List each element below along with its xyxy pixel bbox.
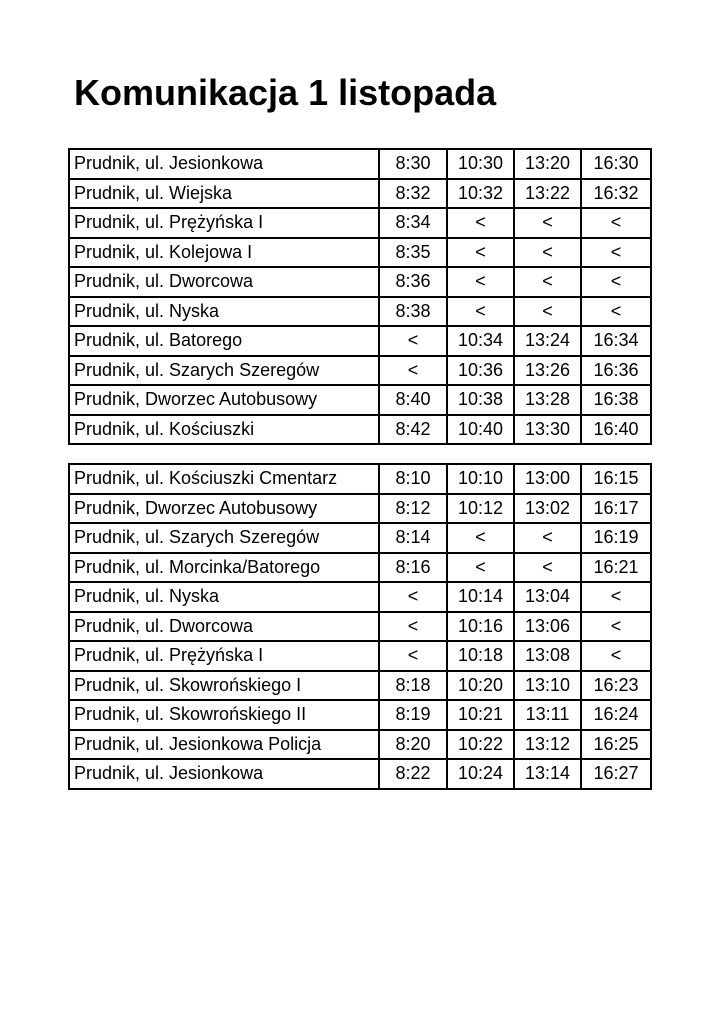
departure-time: 13:24 — [514, 326, 581, 356]
departure-time: 10:22 — [447, 730, 514, 760]
timetable-row — [69, 523, 651, 553]
timetable-row — [69, 553, 651, 583]
departure-time: 10:10 — [447, 464, 514, 494]
stop-name: Prudnik, ul. Prężyńska I — [69, 208, 379, 238]
departure-time: 13:08 — [514, 641, 581, 671]
departure-time: < — [447, 553, 514, 583]
timetable-row — [69, 494, 651, 524]
departure-time: 16:19 — [581, 523, 651, 553]
timetable-row — [69, 641, 651, 671]
departure-time: 10:18 — [447, 641, 514, 671]
departure-time: 8:42 — [379, 415, 447, 445]
departure-time: 13:10 — [514, 671, 581, 701]
stop-name: Prudnik, Dworzec Autobusowy — [69, 494, 379, 524]
departure-time: < — [581, 641, 651, 671]
timetable-row — [69, 612, 651, 642]
departure-time: < — [514, 553, 581, 583]
departure-time: 13:04 — [514, 582, 581, 612]
stop-name: Prudnik, ul. Prężyńska I — [69, 641, 379, 671]
departure-time: 8:14 — [379, 523, 447, 553]
departure-time: 13:22 — [514, 179, 581, 209]
departure-time: < — [581, 582, 651, 612]
timetable-row — [69, 326, 651, 356]
departure-time: 8:36 — [379, 267, 447, 297]
stop-name: Prudnik, ul. Kościuszki — [69, 415, 379, 445]
departure-time: 10:14 — [447, 582, 514, 612]
departure-time: 16:36 — [581, 356, 651, 386]
departure-time: 13:02 — [514, 494, 581, 524]
departure-time: 8:16 — [379, 553, 447, 583]
departure-time: < — [581, 612, 651, 642]
departure-time: 8:18 — [379, 671, 447, 701]
timetable-outbound — [68, 148, 652, 445]
departure-time: 10:21 — [447, 700, 514, 730]
departure-time: 13:00 — [514, 464, 581, 494]
timetable-row — [69, 700, 651, 730]
departure-time: < — [581, 208, 651, 238]
stop-name: Prudnik, ul. Szarych Szeregów — [69, 356, 379, 386]
departure-time: 10:40 — [447, 415, 514, 445]
departure-time: 8:35 — [379, 238, 447, 268]
departure-time: 10:38 — [447, 385, 514, 415]
departure-time: 13:20 — [514, 149, 581, 179]
departure-time: 10:24 — [447, 759, 514, 789]
timetable-row — [69, 464, 651, 494]
stop-name: Prudnik, ul. Szarych Szeregów — [69, 523, 379, 553]
departure-time: 8:12 — [379, 494, 447, 524]
departure-time: 16:25 — [581, 730, 651, 760]
departure-time: 8:10 — [379, 464, 447, 494]
departure-time: < — [581, 267, 651, 297]
departure-time: 13:14 — [514, 759, 581, 789]
departure-time: 16:40 — [581, 415, 651, 445]
stop-name: Prudnik, ul. Jesionkowa Policja — [69, 730, 379, 760]
departure-time: 10:20 — [447, 671, 514, 701]
departure-time: 16:32 — [581, 179, 651, 209]
departure-time: 16:17 — [581, 494, 651, 524]
timetable-row — [69, 356, 651, 386]
departure-time: 16:21 — [581, 553, 651, 583]
departure-time: < — [447, 208, 514, 238]
timetable-row — [69, 179, 651, 209]
departure-time: 13:12 — [514, 730, 581, 760]
departure-time: < — [447, 523, 514, 553]
departure-time: 16:38 — [581, 385, 651, 415]
stop-name: Prudnik, ul. Dworcowa — [69, 612, 379, 642]
timetable-row — [69, 385, 651, 415]
departure-time: < — [379, 356, 447, 386]
timetable-row — [69, 671, 651, 701]
timetable-row — [69, 297, 651, 327]
stop-name: Prudnik, ul. Jesionkowa — [69, 149, 379, 179]
departure-time: 8:40 — [379, 385, 447, 415]
departure-time: 8:19 — [379, 700, 447, 730]
timetable-row — [69, 415, 651, 445]
departure-time: < — [379, 641, 447, 671]
departure-time: 13:06 — [514, 612, 581, 642]
departure-time: 8:30 — [379, 149, 447, 179]
departure-time: 10:34 — [447, 326, 514, 356]
departure-time: 16:27 — [581, 759, 651, 789]
page-title: Komunikacja 1 listopada — [74, 72, 497, 113]
timetable-return-body — [69, 464, 651, 789]
timetable-row — [69, 208, 651, 238]
stop-name: Prudnik, Dworzec Autobusowy — [69, 385, 379, 415]
timetable-row — [69, 149, 651, 179]
timetable-row — [69, 582, 651, 612]
stop-name: Prudnik, ul. Dworcowa — [69, 267, 379, 297]
stop-name: Prudnik, ul. Kościuszki Cmentarz — [69, 464, 379, 494]
departure-time: 16:23 — [581, 671, 651, 701]
timetable-row — [69, 759, 651, 789]
departure-time: 8:38 — [379, 297, 447, 327]
departure-time: < — [514, 297, 581, 327]
departure-time: 10:36 — [447, 356, 514, 386]
stop-name: Prudnik, ul. Kolejowa I — [69, 238, 379, 268]
departure-time: 8:32 — [379, 179, 447, 209]
departure-time: < — [379, 326, 447, 356]
departure-time: 10:16 — [447, 612, 514, 642]
departure-time: 8:34 — [379, 208, 447, 238]
departure-time: 16:30 — [581, 149, 651, 179]
timetable-row — [69, 238, 651, 268]
departure-time: 16:34 — [581, 326, 651, 356]
departure-time: < — [447, 297, 514, 327]
departure-time: 16:24 — [581, 700, 651, 730]
departure-time: < — [581, 238, 651, 268]
stop-name: Prudnik, ul. Batorego — [69, 326, 379, 356]
stop-name: Prudnik, ul. Skowrońskiego I — [69, 671, 379, 701]
departure-time: < — [514, 208, 581, 238]
timetable-row — [69, 730, 651, 760]
departure-time: 16:15 — [581, 464, 651, 494]
timetable-outbound-body — [69, 149, 651, 444]
departure-time: < — [514, 238, 581, 268]
departure-time: 13:28 — [514, 385, 581, 415]
departure-time: 13:26 — [514, 356, 581, 386]
timetable-return — [68, 463, 652, 790]
departure-time: 13:11 — [514, 700, 581, 730]
stop-name: Prudnik, ul. Skowrońskiego II — [69, 700, 379, 730]
stop-name: Prudnik, ul. Jesionkowa — [69, 759, 379, 789]
departure-time: < — [514, 523, 581, 553]
departure-time: < — [447, 238, 514, 268]
departure-time: < — [581, 297, 651, 327]
departure-time: 13:30 — [514, 415, 581, 445]
departure-time: < — [514, 267, 581, 297]
stop-name: Prudnik, ul. Nyska — [69, 297, 379, 327]
departure-time: < — [379, 582, 447, 612]
departure-time: 10:32 — [447, 179, 514, 209]
departure-time: 10:30 — [447, 149, 514, 179]
stop-name: Prudnik, ul. Morcinka/Batorego — [69, 553, 379, 583]
timetable-row — [69, 267, 651, 297]
departure-time: 8:20 — [379, 730, 447, 760]
stop-name: Prudnik, ul. Wiejska — [69, 179, 379, 209]
departure-time: 8:22 — [379, 759, 447, 789]
stop-name: Prudnik, ul. Nyska — [69, 582, 379, 612]
departure-time: < — [379, 612, 447, 642]
departure-time: < — [447, 267, 514, 297]
departure-time: 10:12 — [447, 494, 514, 524]
